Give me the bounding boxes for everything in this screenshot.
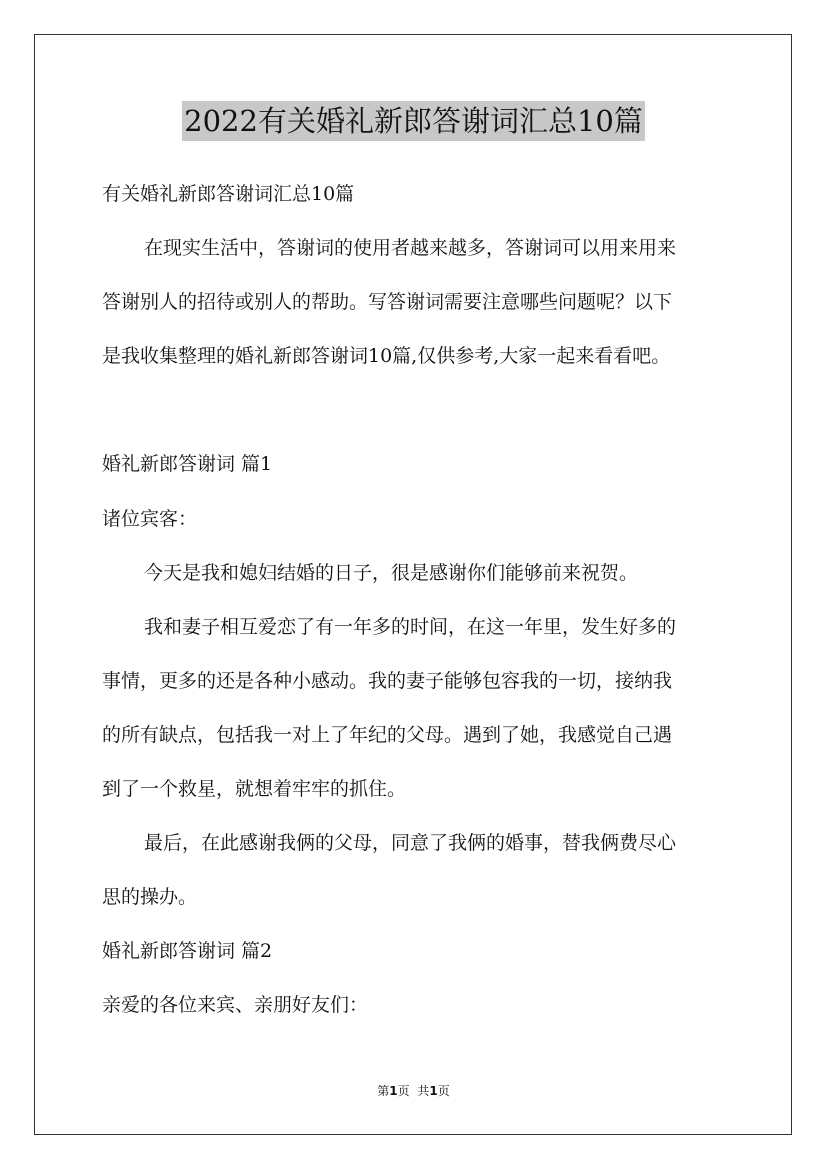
intro-line-1: 在现实生活中，答谢词的使用者越来越多，答谢词可以用来用来 [144, 237, 677, 259]
section1-p2-line-4: 到了一个救星，就想着牢牢的抓住。 [102, 778, 407, 800]
intro-line-2: 答谢别人的招待或别人的帮助。写答谢词需要注意哪些问题呢？以下 [102, 291, 673, 313]
section1-greeting: 诸位宾客： [102, 508, 198, 530]
section1-heading: 婚礼新郎答谢词 篇1 [102, 453, 273, 475]
footer-total-suffix: 页 [437, 1084, 450, 1098]
section1-p2-line-2: 事情，更多的还是各种小感动。我的妻子能够包容我的一切，接纳我 [102, 670, 673, 692]
section2-heading: 婚礼新郎答谢词 篇2 [102, 940, 273, 962]
footer-page-prefix: 第 [377, 1084, 390, 1098]
document-subtitle: 有关婚礼新郎答谢词汇总10篇 [102, 183, 355, 205]
intro-line-3: 是我收集整理的婚礼新郎答谢词10篇,仅供参考,大家一起来看看吧。 [102, 345, 671, 367]
section1-paragraph-1: 今天是我和媳妇结婚的日子，很是感谢你们能够前来祝贺。 [144, 562, 639, 584]
document-title: 2022有关婚礼新郎答谢词汇总10篇 [182, 101, 645, 141]
footer-page-number: 1 [389, 1084, 398, 1098]
footer-page-suffix: 页 [397, 1084, 410, 1098]
footer-total-number: 1 [429, 1084, 438, 1098]
page-footer [0, 1083, 827, 1099]
section1-p2-line-3: 的所有缺点，包括我一对上了年纪的父母。遇到了她，我感觉自己遇 [102, 724, 673, 746]
section1-p2-line-1: 我和妻子相互爱恋了有一年多的时间，在这一年里，发生好多的 [144, 616, 677, 638]
footer-total-prefix: 共 [417, 1084, 430, 1098]
section2-greeting: 亲爱的各位来宾、亲朋好友们： [102, 994, 369, 1016]
section1-p3-line-1: 最后，在此感谢我俩的父母，同意了我俩的婚事，替我俩费尽心 [144, 832, 677, 854]
title-container [0, 101, 827, 141]
section1-p3-line-2: 思的操办。 [102, 886, 198, 908]
